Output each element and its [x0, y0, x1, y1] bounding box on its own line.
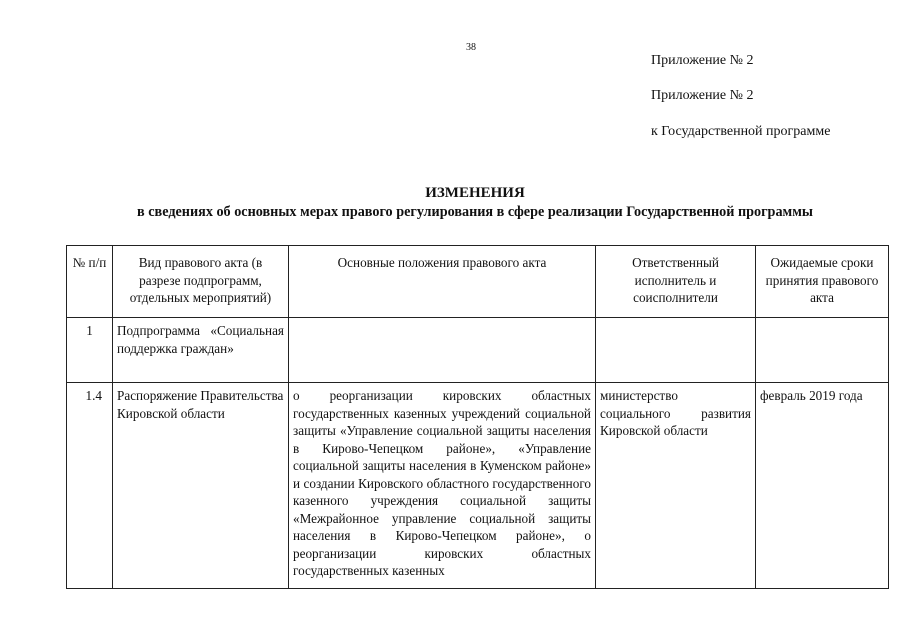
- row-act-type: Распоряжение Правительства Кировской области: [113, 383, 289, 589]
- page-number: 38: [466, 42, 476, 53]
- header-executor: Ответственный исполнитель и соисполнители: [596, 246, 756, 318]
- appendix-label-repeat: Приложение № 2: [651, 88, 754, 103]
- row-executor: министерство социального развития Кировской области: [596, 383, 756, 589]
- legal-measures-table: [66, 245, 889, 589]
- row-executor: [596, 318, 756, 383]
- appendix-label: Приложение № 2: [651, 53, 754, 68]
- table-row: [67, 318, 889, 383]
- row-term: [756, 318, 889, 383]
- row-provisions: о реорганизации кировских областных государственных казенных учреждений социальной защиты «Управление социальной защиты населения в Кирово-Чепецком районе», «Управление социальной защиты населения в Куменском районе» и создании Кировского областного государственного казенного учреждения социальной защиты «Межрайонное управление социальной защиты населения в Кирово-Чепецком районе», о реорганизации кировских областных государственных казенных: [289, 383, 596, 589]
- header-number: № п/п: [67, 246, 113, 318]
- row-act-type: Подпрограмма «Социальная поддержка граждан»: [113, 318, 289, 383]
- row-provisions: [289, 318, 596, 383]
- table-header-row: [67, 246, 889, 318]
- document-title: ИЗМЕНЕНИЯ: [425, 185, 525, 201]
- table-row: [67, 383, 889, 589]
- row-term: февраль 2019 года: [756, 383, 889, 589]
- appendix-program-reference: к Государственной программе: [651, 124, 831, 139]
- document-subtitle: в сведениях об основных мерах правого регулирования в сфере реализации Государственной программы: [137, 204, 813, 220]
- header-term: Ожидаемые сроки принятия правового акта: [756, 246, 889, 318]
- row-number: 1.4: [67, 383, 113, 589]
- header-act-type: Вид правового акта (в разрезе подпрограмм, отдельных мероприятий): [113, 246, 289, 318]
- header-provisions: Основные положения правового акта: [289, 246, 596, 318]
- row-number: 1: [67, 318, 113, 383]
